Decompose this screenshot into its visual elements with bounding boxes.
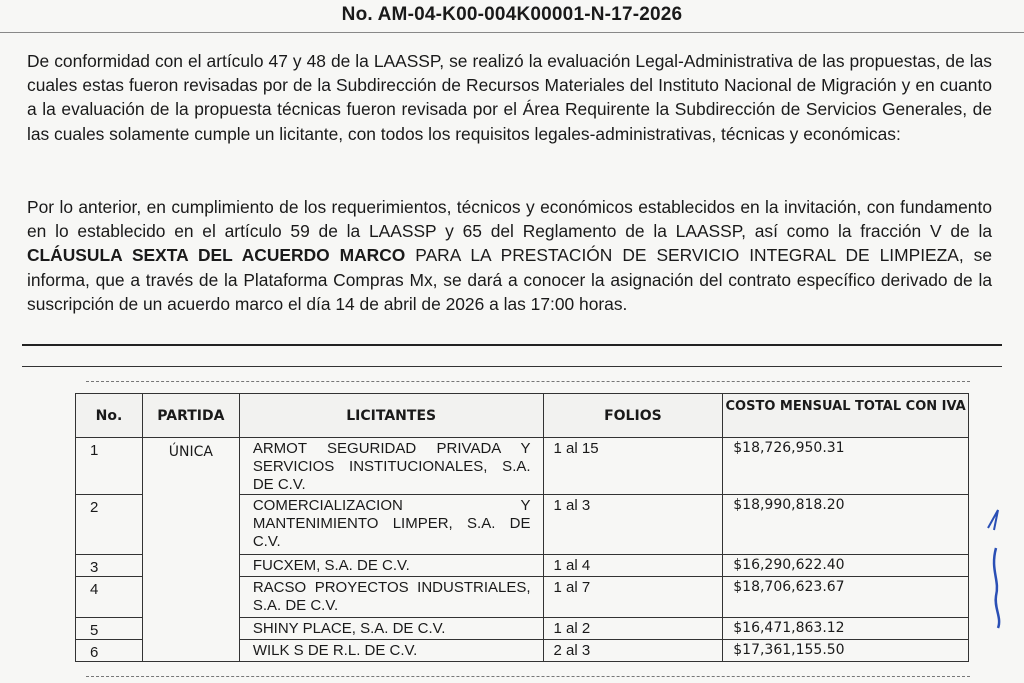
row-licitante: RACSO PROYECTOS INDUSTRIALES, S.A. DE C.V. — [239, 577, 543, 618]
row-costo: $17,361,155.50 — [723, 640, 969, 662]
top-divider — [0, 32, 1024, 33]
row-folios: 1 al 7 — [543, 577, 723, 618]
clause-reference: CLÁUSULA SEXTA DEL ACUERDO MARCO — [27, 245, 406, 266]
row-costo: $16,290,622.40 — [723, 555, 969, 577]
bidders-table — [75, 393, 969, 662]
row-licitante: ARMOT SEGURIDAD PRIVADA Y SERVICIOS INSTITUCIONALES, S.A. DE C.V. — [239, 438, 543, 495]
row-no: 1 — [76, 438, 143, 495]
partida-cell: ÚNICA — [142, 438, 239, 662]
row-licitante: FUCXEM, S.A. DE C.V. — [239, 555, 543, 577]
row-costo: $18,990,818.20 — [723, 495, 969, 555]
row-folios: 2 al 3 — [543, 640, 723, 662]
row-licitante: WILK S DE R.L. DE C.V. — [239, 640, 543, 662]
paragraph-assignment — [27, 195, 992, 316]
dashed-divider-bottom — [86, 676, 970, 677]
header-costo: COSTO MENSUAL TOTAL CON IVA — [723, 394, 969, 438]
table-header-row — [76, 394, 969, 438]
signature-mark — [984, 500, 1014, 630]
row-no: 6 — [76, 640, 143, 662]
row-folios: 1 al 4 — [543, 555, 723, 577]
row-costo: $16,471,863.12 — [723, 618, 969, 640]
row-folios: 1 al 15 — [543, 438, 723, 495]
paragraph-assignment-part-b: PARA LA PRESTACIÓN DE SERVICIO INTEGRAL DE LIMPIEZA, se informa, que a través de la Plataforma Compras Mx, se dará a conocer la asignación del contrato específico derivado de la suscripción de un acuerdo marco el día 14 de abril de 2026 a las 17:00 horas. — [27, 245, 993, 314]
row-costo: $18,706,623.67 — [723, 577, 969, 618]
table-row — [76, 438, 969, 495]
header-partida: PARTIDA — [142, 394, 239, 438]
row-licitante: COMERCIALIZACION Y MANTENIMIENTO LIMPER, S.A. DE C.V. — [239, 495, 543, 555]
paragraph-assignment-part-a: Por lo anterior, en cumplimiento de los requerimientos, técnicos y económicos establecidos en la invitación, con fundamento en lo establecido en el artículo 59 de la LAASSP y 65 del Reglamento de la LAASSP, así como la fracción V de la — [27, 197, 992, 242]
dashed-divider-top — [86, 381, 970, 382]
row-licitante: SHINY PLACE, S.A. DE C.V. — [239, 618, 543, 640]
paragraph-evaluation: De conformidad con el artículo 47 y 48 de la LAASSP, se realizó la evaluación Legal-Administrativa de las propuestas, de las cuales estas fueron revisadas por de la Subdirección de Recursos Materiales del Instituto Nacional de Migración y en cuanto a la evaluación de la propuesta técnicas fueron revisada por el Área Requirente la Subdirección de Servicios Generales, de las cuales solamente cumple un licitante, con todos los requisitos legales-administrativas, técnicas y económicas: — [27, 51, 992, 144]
section-divider — [22, 344, 1002, 346]
signature-stroke-1 — [988, 510, 998, 530]
row-costo: $18,726,950.31 — [723, 438, 969, 495]
row-folios: 1 al 2 — [543, 618, 723, 640]
row-no: 5 — [76, 618, 143, 640]
row-no: 2 — [76, 495, 143, 555]
header-no: No. — [76, 394, 143, 438]
header-folios: FOLIOS — [543, 394, 723, 438]
signature-stroke-2 — [994, 548, 999, 628]
document-number: No. AM-04-K00-004K00001-N-17-2026 — [341, 4, 683, 25]
row-no: 4 — [76, 577, 143, 618]
header-licitantes: LICITANTES — [239, 394, 543, 438]
row-folios: 1 al 3 — [543, 495, 723, 555]
row-no: 3 — [76, 555, 143, 577]
section-divider-secondary — [22, 366, 1002, 367]
